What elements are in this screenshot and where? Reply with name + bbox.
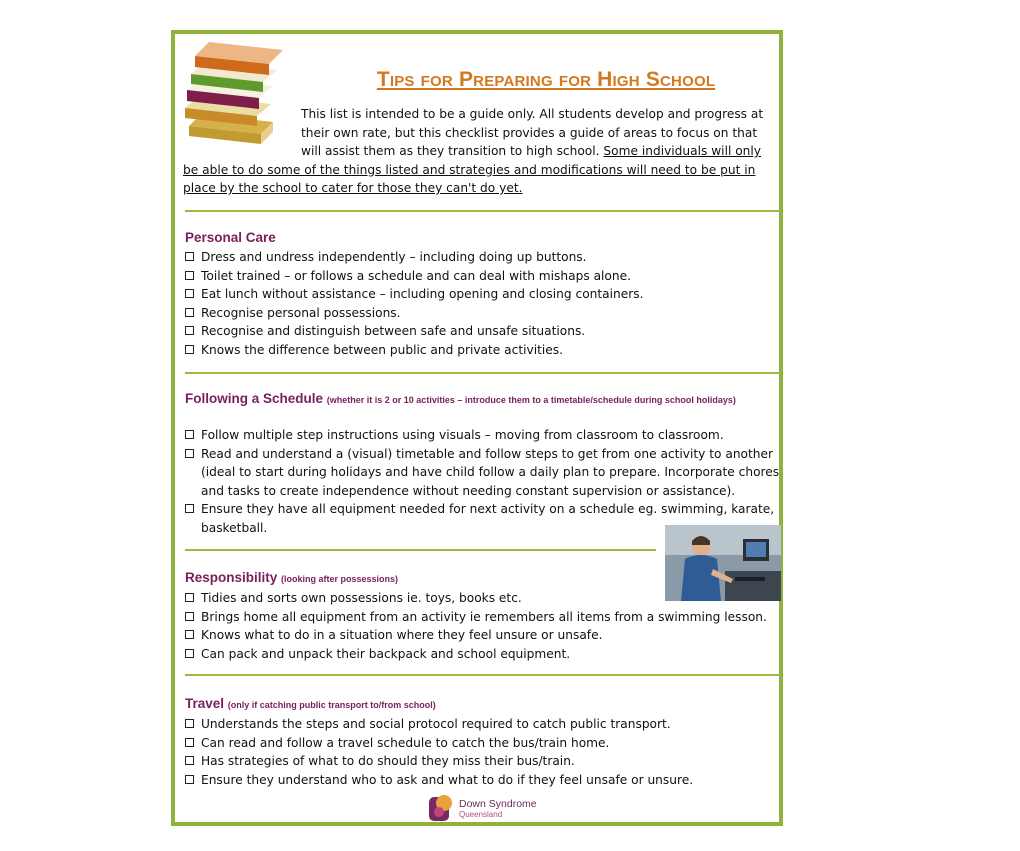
intro-paragraph [183, 105, 779, 198]
section-note: (whether it is 2 or 10 activities – introduce them to a timetable/schedule during school holidays) [326, 395, 736, 405]
checkbox[interactable] [185, 756, 194, 765]
section-title: Following a Schedule [185, 391, 324, 406]
section-divider [185, 372, 781, 374]
checklist-item: Read and understand a (visual) timetable and follow steps to get from one activity to another (ideal to start during holidays and have child follow a daily plan to prepare. Incorporate chores and tasks to create independence without needing constant supervision or assistance). [185, 445, 781, 501]
document-page [171, 30, 783, 826]
section-divider [185, 549, 656, 551]
checklist-item: Ensure they have all equipment needed for next activity on a schedule eg. swimming, karate, basketball. [185, 500, 781, 537]
checklist-item: Knows what to do in a situation where they feel unsure or unsafe. [185, 626, 781, 645]
checklist-personal-care [185, 248, 781, 359]
checklist-responsibility [185, 589, 781, 663]
checkbox[interactable] [185, 719, 194, 728]
checkbox[interactable] [185, 289, 194, 298]
section-note: (looking after possessions) [281, 574, 399, 584]
section-divider [185, 674, 781, 676]
checkbox[interactable] [185, 775, 194, 784]
checklist-item: Can pack and unpack their backpack and school equipment. [185, 645, 781, 664]
section-heading-travel [185, 696, 436, 711]
checklist-item: Dress and undress independently – including doing up buttons. [185, 248, 781, 267]
checklist-item: Brings home all equipment from an activity ie remembers all items from a swimming lesson. [185, 608, 781, 627]
checkbox[interactable] [185, 449, 194, 458]
checkbox[interactable] [185, 252, 194, 261]
checkbox[interactable] [185, 326, 194, 335]
checklist-travel [185, 715, 781, 789]
checklist-item: Recognise and distinguish between safe and unsafe situations. [185, 322, 781, 341]
logo-name: Down Syndrome [459, 798, 537, 810]
checkbox[interactable] [185, 738, 194, 747]
checkbox[interactable] [185, 345, 194, 354]
section-title: Travel [185, 696, 225, 711]
checklist-item: Understands the steps and social protocol required to catch public transport. [185, 715, 781, 734]
checklist-item: Knows the difference between public and private activities. [185, 341, 781, 360]
checkbox[interactable] [185, 308, 194, 317]
section-heading-personal-care [185, 230, 276, 245]
organisation-logo [428, 792, 548, 826]
checkbox[interactable] [185, 430, 194, 439]
checklist-item: Eat lunch without assistance – including opening and closing containers. [185, 285, 781, 304]
intro-text: This list is intended to be a guide only. All students develop and progress at their own rate, but this checklist provides a guide of areas to focus on that will assist them as they transition to high school. [301, 107, 764, 158]
section-title: Personal Care [185, 230, 276, 245]
section-divider [185, 210, 781, 212]
intro-note: Some individuals will only be able to do some of the things listed and strategies and modifications will need to be put in place by the school to cater for those they can't do yet. [183, 144, 761, 195]
checklist-item: Follow multiple step instructions using visuals – moving from classroom to classroom. [185, 426, 781, 445]
checklist-item: Ensure they understand who to ask and what to do if they feel unsafe or unsure. [185, 771, 781, 790]
checklist-item: Can read and follow a travel schedule to catch the bus/train home. [185, 734, 781, 753]
checkbox[interactable] [185, 504, 194, 513]
image-float-spacer [183, 105, 301, 160]
checkbox[interactable] [185, 649, 194, 658]
logo-subtitle: Queensland [459, 810, 503, 819]
checkbox[interactable] [185, 271, 194, 280]
section-title: Responsibility [185, 570, 278, 585]
section-heading-responsibility [185, 570, 398, 585]
section-heading-schedule [185, 392, 775, 407]
checkbox[interactable] [185, 593, 194, 602]
checklist-item: Recognise personal possessions. [185, 304, 781, 323]
checklist-item: Tidies and sorts own possessions ie. toys, books etc. [185, 589, 781, 608]
checklist-item: Toilet trained – or follows a schedule and can deal with mishaps alone. [185, 267, 781, 286]
checkbox[interactable] [185, 630, 194, 639]
checklist-item: Has strategies of what to do should they miss their bus/train. [185, 752, 781, 771]
section-note: (only if catching public transport to/from school) [227, 700, 436, 710]
checkbox[interactable] [185, 612, 194, 621]
logo-mark-icon [428, 794, 454, 822]
document-title: Tips for Preparing for High School [376, 68, 716, 91]
checklist-schedule [185, 426, 781, 537]
